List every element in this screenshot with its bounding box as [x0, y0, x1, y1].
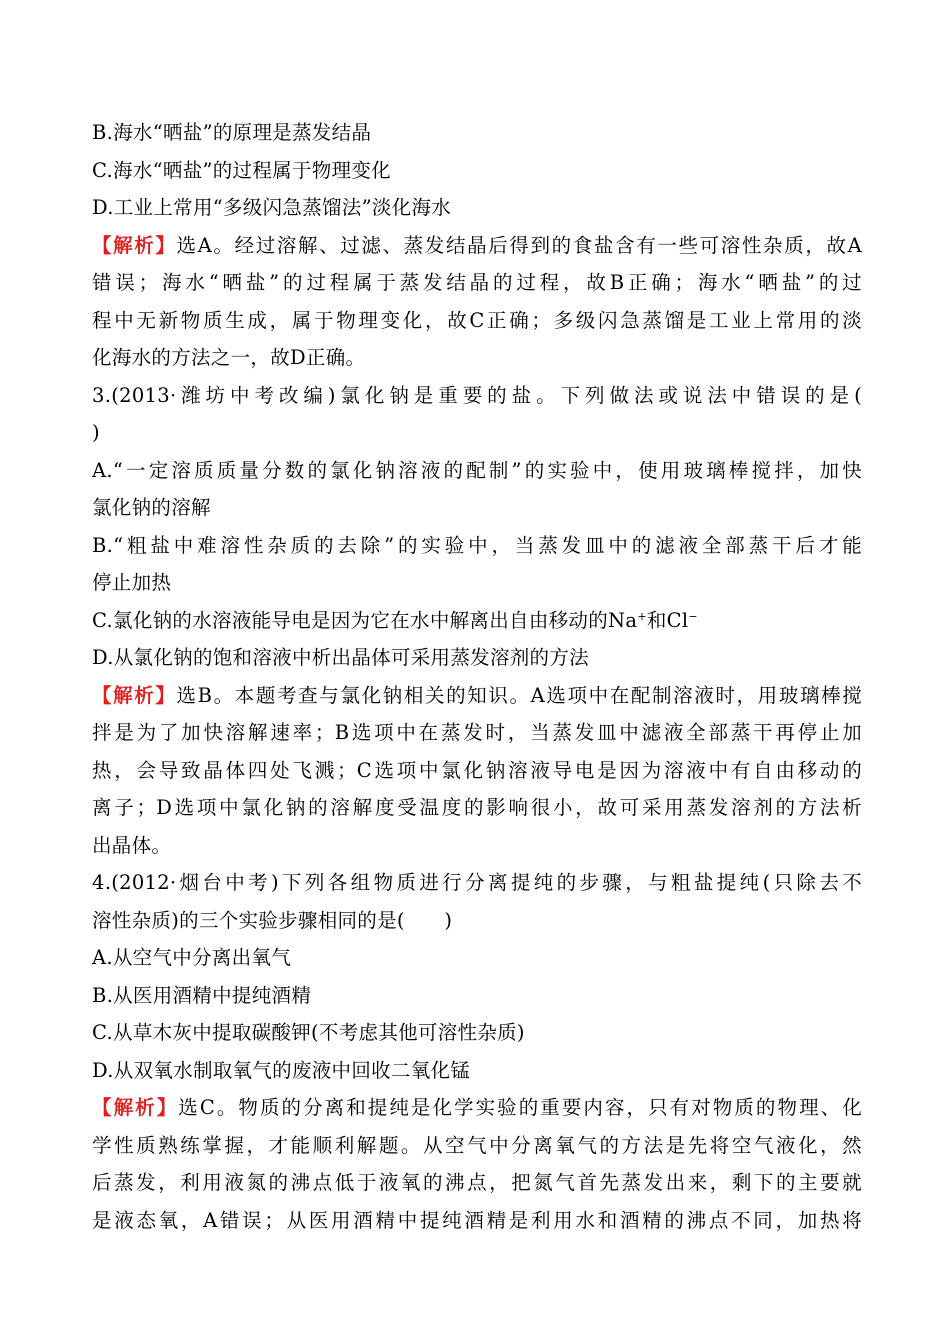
chloride-ion-charge: −	[688, 609, 698, 623]
q3-option-b: B.“粗盐中难溶性杂质的去除”的实验中，当蒸发皿中的滤液全部蒸干后才能	[92, 533, 862, 557]
q3-analysis-line: 离子；D选项中氯化钠的溶解度受温度的影响很小，故可采用蒸发溶剂的方法析	[92, 796, 862, 819]
q4-analysis-line: 是液态氧，A错误；从医用酒精中提纯酒精是利用水和酒精的沸点不同，加热将	[92, 1208, 862, 1232]
q2-option-c: C.海水“晒盐”的过程属于物理变化	[92, 158, 391, 182]
q3-option-c	[92, 602, 862, 640]
q2-analysis-line: 化海水的方法之一，故D正确。	[92, 346, 366, 369]
q4-analysis-line: 学性质熟练掌握，才能顺利解题。从空气中分离氧气的方法是先将空气液化，然	[92, 1133, 862, 1157]
q4-analysis-line: 后蒸发，利用液氮的沸点低于液氧的沸点，把氮气首先蒸发出来，剩下的主要就	[92, 1171, 862, 1194]
q4-stem-cont: 溶性杂质)的三个实验步骤相同的是( )	[92, 908, 453, 932]
q3-analysis-line: 出晶体。	[92, 833, 172, 857]
q3-option-d: D.从氯化钠的饱和溶液中析出晶体可采用蒸发溶剂的方法	[92, 646, 589, 669]
sodium-ion-charge: +	[637, 609, 647, 623]
q4-option-d: D.从双氧水制取氧气的废液中回收二氧化锰	[92, 1058, 471, 1082]
q4-option-c: C.从草木灰中提取碳酸钾(不考虑其他可溶性杂质)	[92, 1021, 525, 1044]
q2-analysis-text: 选A。经过溶解、过滤、蒸发结晶后得到的食盐含有一些可溶性杂质，故A	[176, 233, 862, 257]
q3-analysis-line: 热，会导致晶体四处飞溅；C选项中氯化钠溶液导电是因为溶液中有自由移动的	[92, 758, 862, 782]
q3-option-c-text: C.氯化钠的水溶液能导电是因为它在水中解离出自由移动的Na	[92, 608, 638, 632]
q4-option-a: A.从空气中分离出氧气	[92, 946, 292, 969]
q2-analysis-line	[92, 227, 862, 265]
q3-analysis-line	[92, 677, 862, 715]
analysis-tag: 【解析】	[92, 683, 177, 707]
q3-analysis-text: 选B。本题考查与氯化钠相关的知识。A选项中在配制溶液时，用玻璃棒搅	[176, 683, 862, 707]
analysis-tag: 【解析】	[92, 1096, 179, 1119]
q3-analysis-line: 拌是为了加快溶解速率；B选项中在蒸发时，当蒸发皿中滤液全部蒸干再停止加	[92, 721, 862, 744]
q2-analysis-line: 错误；海水“晒盐”的过程属于蒸发结晶的过程，故B正确；海水“晒盐”的过	[92, 271, 862, 294]
analysis-tag: 【解析】	[92, 233, 177, 257]
q2-analysis-line: 程中无新物质生成，属于物理变化，故C正确；多级闪急蒸馏是工业上常用的淡	[92, 308, 862, 332]
q3-option-a: A.“一定溶质质量分数的氯化钠溶液的配制”的实验中，使用玻璃棒搅拌，加快	[92, 458, 862, 482]
q4-stem: 4.(2012·烟台中考)下列各组物质进行分离提纯的步骤，与粗盐提纯(只除去不	[92, 871, 862, 894]
q2-option-d: D.工业上常用“多级闪急蒸馏法”淡化海水	[92, 196, 452, 219]
q3-option-c-mid: 和Cl	[646, 608, 689, 632]
q4-analysis-line	[92, 1089, 862, 1127]
q4-analysis-text: 选C。物质的分离和提纯是化学实验的重要内容，只有对物质的物理、化	[178, 1096, 862, 1119]
q3-stem: 3.(2013·潍坊中考改编)氯化钠是重要的盐。下列做法或说法中错误的是(	[92, 383, 862, 407]
q2-option-b: B.海水“晒盐”的原理是蒸发结晶	[92, 121, 372, 144]
q3-option-b-cont: 停止加热	[92, 571, 172, 594]
q3-stem-cont: )	[92, 421, 100, 444]
q4-option-b: B.从医用酒精中提纯酒精	[92, 983, 312, 1007]
q3-option-a-cont: 氯化钠的溶解	[92, 496, 211, 519]
document-page	[92, 114, 862, 1239]
